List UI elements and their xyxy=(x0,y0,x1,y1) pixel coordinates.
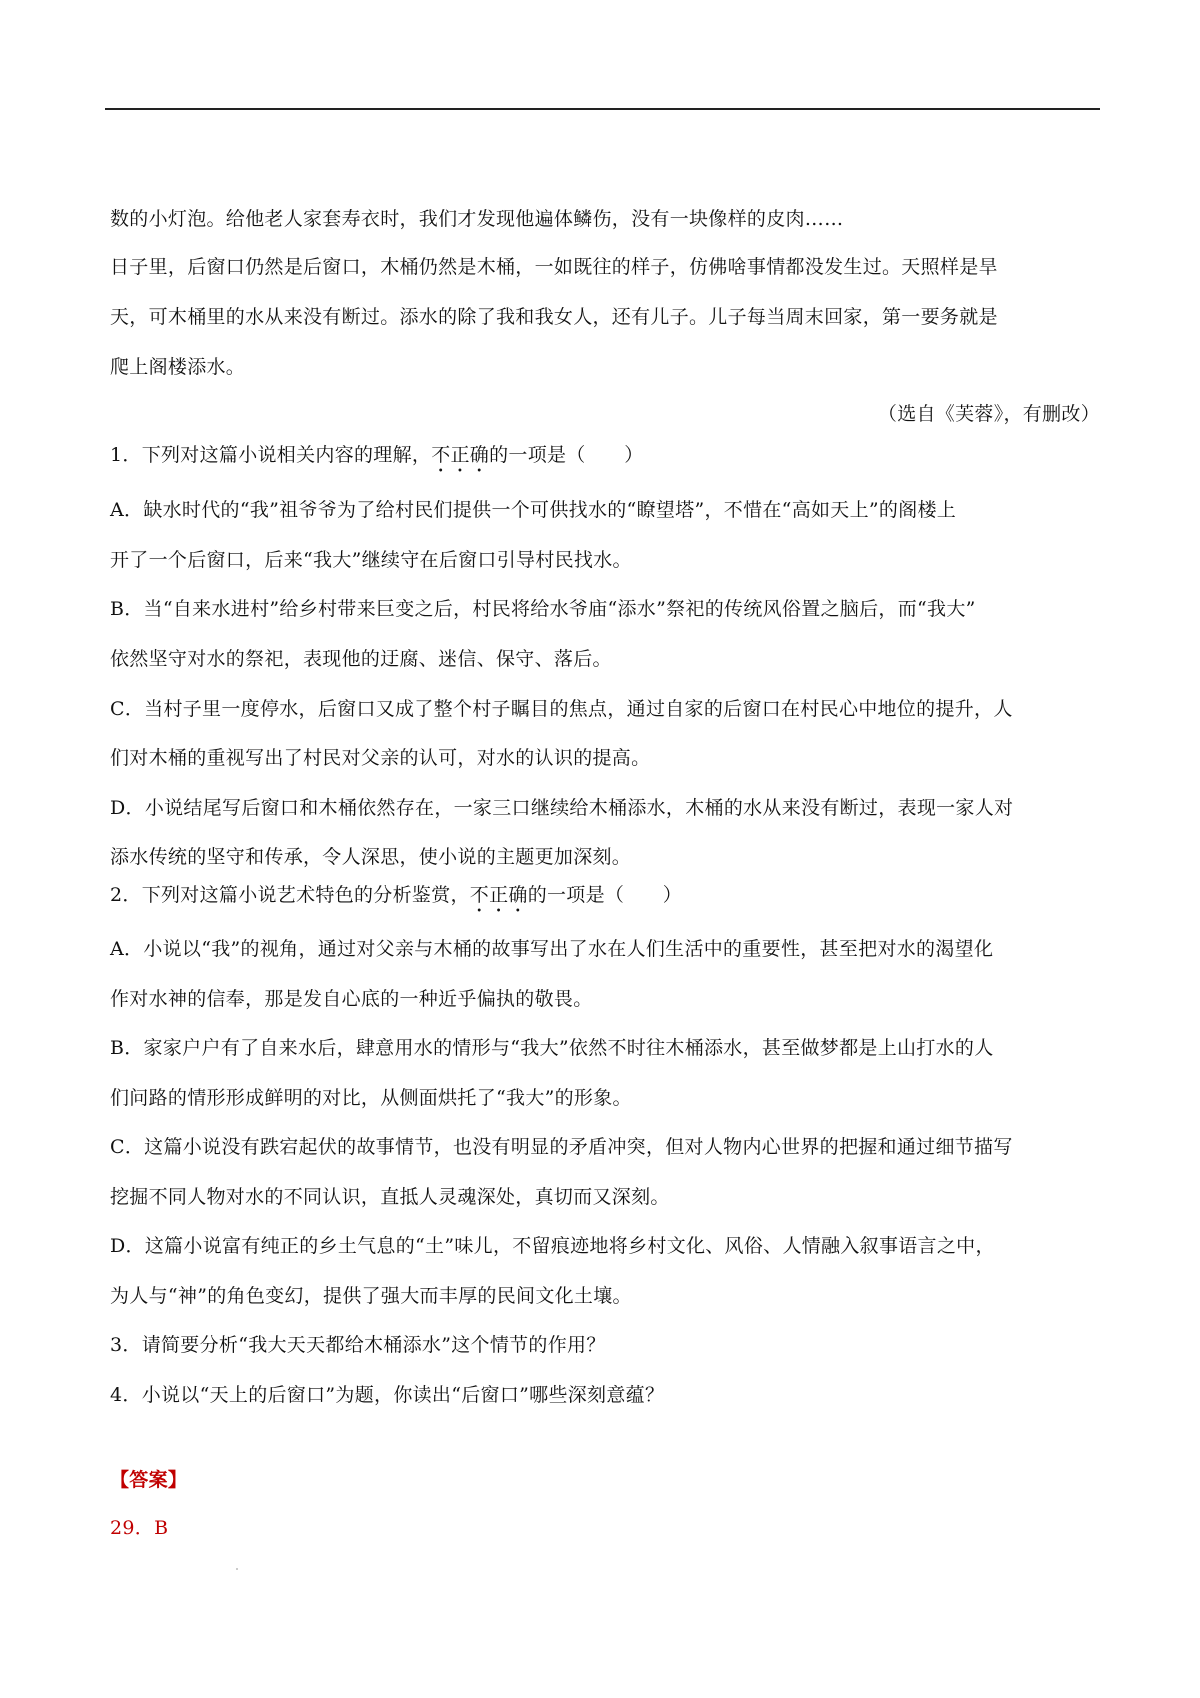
option-d-line: D．小说结尾写后窗口和木桶依然存在，一家三口继续给木桶添水，木桶的水从来没有断过，表现一家人对 xyxy=(110,797,1014,819)
option-b-line: 依然坚守对水的祭祀，表现他的迂腐、迷信、保守、落后。 xyxy=(110,648,612,670)
stem-text: 的一项是（ ） xyxy=(489,444,644,466)
passage-line: 爬上阁楼添水。 xyxy=(110,356,246,378)
question-4: 4．小说以“天上的后窗口”为题，你读出“后窗口”哪些深刻意蕴？ xyxy=(110,1384,665,1406)
passage-line: 日子里，后窗口仍然是后窗口，木桶仍然是木桶，一如既往的样子，仿佛啥事情都没发生过。天照样是旱 xyxy=(110,256,998,278)
emphasis-text: 不正确 xyxy=(469,884,528,906)
passage-line: 数的小灯泡。给他老人家套寿衣时，我们才发现他遍体鳞伤，没有一块像样的皮肉…… xyxy=(110,208,844,230)
option-b-line: B．家家户户有了自来水后，肆意用水的情形与“我大”依然不时往木桶添水，甚至做梦都是上山打水的人 xyxy=(110,1037,994,1059)
question-1-stem xyxy=(110,443,1100,477)
option-b-line: 们问路的情形形成鲜明的对比，从侧面烘托了“我大”的形象。 xyxy=(110,1087,632,1109)
option-c-line: 挖掘不同人物对水的不同认识，直抵人灵魂深处，真切而又深刻。 xyxy=(110,1186,670,1208)
option-b-line: B．当“自来水进村”给乡村带来巨变之后，村民将给水爷庙“添水”祭祀的传统风俗置之脑后，而“我大” xyxy=(110,598,976,620)
passage-line: 天，可木桶里的水从来没有断过。添水的除了我和我女人，还有儿子。儿子每当周末回家，第一要务就是 xyxy=(110,306,998,328)
option-c-line: C．当村子里一度停水，后窗口又成了整个村子瞩目的焦点，通过自家的后窗口在村民心中地位的提升，人 xyxy=(110,698,1013,720)
option-c-line: 们对木桶的重视写出了村民对父亲的认可，对水的认识的提高。 xyxy=(110,747,651,769)
stem-text: 的一项是（ ） xyxy=(527,884,683,906)
stem-text: 2．下列对这篇小说艺术特色的分析鉴赏， xyxy=(110,884,470,906)
option-a-line: A．缺水时代的“我”祖爷爷为了给村民们提供一个可供找水的“瞭望塔”，不惜在“高如天上”的阁楼上 xyxy=(110,499,957,521)
answer-heading: 【答案】 xyxy=(110,1469,188,1491)
option-d-line: 为人与“神”的角色变幻，提供了强大而丰厚的民间文化土壤。 xyxy=(110,1285,632,1307)
answer-first: 29．B xyxy=(110,1517,169,1539)
option-a-line: A．小说以“我”的视角，通过对父亲与木桶的故事写出了水在人们生活中的重要性，甚至把对水的渴望化 xyxy=(110,938,994,960)
stray-mark xyxy=(236,1568,238,1570)
question-3: 3．请简要分析“我大天天都给木桶添水”这个情节的作用？ xyxy=(110,1334,606,1356)
option-d-line: 添水传统的坚守和传承，令人深思，使小说的主题更加深刻。 xyxy=(110,846,632,868)
emphasis-text: 不正确 xyxy=(431,444,490,466)
passage-source: （选自《芙蓉》，有删改） xyxy=(877,403,1100,425)
option-a-line: 开了一个后窗口，后来“我大”继续守在后窗口引导村民找水。 xyxy=(110,549,632,571)
question-2-stem xyxy=(110,883,1100,917)
option-d-line: D．这篇小说富有纯正的乡土气息的“土”味儿，不留痕迹地将乡村文化、风俗、人情融入叙事语言之中， xyxy=(110,1235,995,1257)
stem-text: 1．下列对这篇小说相关内容的理解， xyxy=(110,444,432,466)
option-a-line: 作对水神的信奉，那是发自心底的一种近乎偏执的敬畏。 xyxy=(110,988,593,1010)
option-c-line: C．这篇小说没有跌宕起伏的故事情节，也没有明显的矛盾冲突，但对人物内心世界的把握和通过细节描写 xyxy=(110,1136,1013,1158)
header-rule xyxy=(105,108,1100,110)
